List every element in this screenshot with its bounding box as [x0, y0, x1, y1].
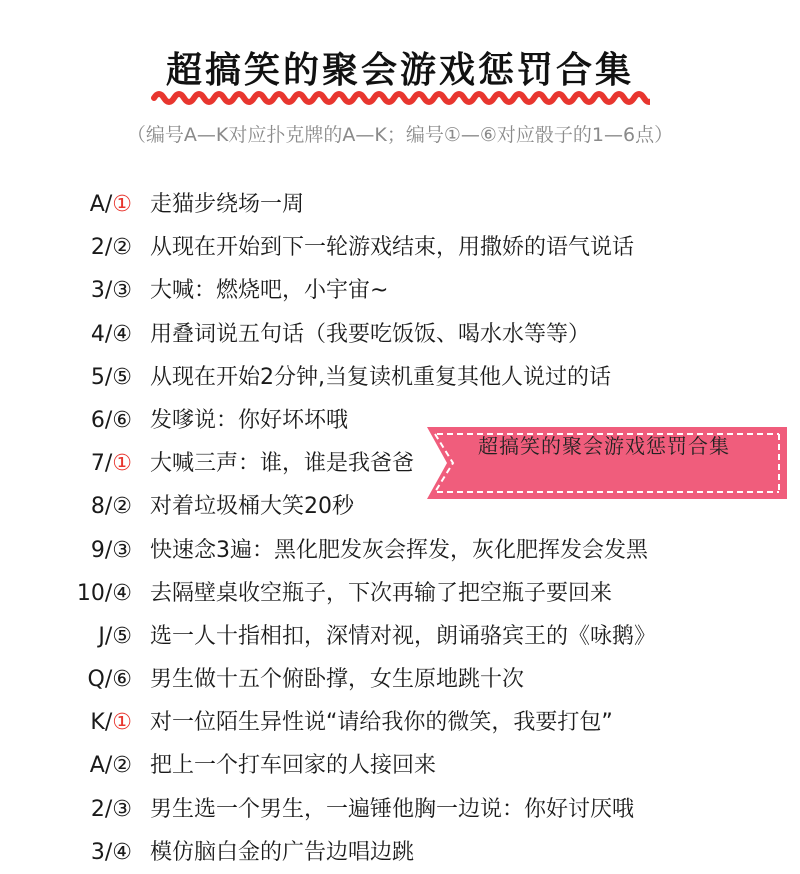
dice-number: ⑥: [112, 667, 132, 693]
list-item: [0, 744, 800, 787]
list-item: [0, 788, 800, 831]
card-number: Q/: [87, 667, 113, 693]
dice-number: ⑤: [112, 364, 132, 390]
list-item: [0, 658, 800, 701]
item-code: [40, 788, 132, 831]
item-code: [40, 615, 132, 658]
item-code: [40, 529, 132, 572]
list-item: [0, 226, 800, 269]
card-number: 5/: [90, 364, 113, 390]
dice-number: ③: [112, 796, 132, 822]
dice-number: ②: [112, 753, 132, 779]
item-code: [40, 744, 132, 787]
card-number: 4/: [90, 321, 113, 347]
item-code: [40, 442, 132, 485]
punishment-list: [0, 183, 800, 874]
dice-number: ②: [112, 235, 132, 261]
dice-number: ④: [112, 839, 132, 865]
dice-number: ④: [112, 321, 132, 347]
list-item: [0, 572, 800, 615]
punishment-text: 大喊：燃烧吧，小宇宙~: [150, 278, 389, 304]
punishment-text: 选一人十指相扣，深情对视，朗诵骆宾王的《咏鹅》: [150, 623, 657, 649]
item-code: [40, 572, 132, 615]
item-code: [40, 658, 132, 701]
item-code: [40, 313, 132, 356]
dice-number: ⑤: [112, 623, 132, 649]
item-code: [40, 183, 132, 226]
subtitle: （编号A—K对应扑克牌的A—K；编号①—⑥对应骰子的1—6点）: [126, 124, 674, 146]
item-code: [40, 701, 132, 744]
title-underline-wave: [150, 86, 650, 110]
card-number: 6/: [90, 407, 113, 433]
punishment-text: 模仿脑白金的广告边唱边跳: [150, 839, 415, 865]
card-number: 2/: [90, 235, 113, 261]
dice-number: ②: [112, 494, 132, 520]
item-code: [40, 226, 132, 269]
card-number: J/: [98, 623, 113, 649]
punishment-text: 从现在开始到下一轮游戏结束，用撒娇的语气说话: [150, 235, 635, 261]
dice-number: ③: [112, 537, 132, 563]
card-number: 2/: [90, 796, 113, 822]
punishment-text: 对一位陌生异性说“请给我你的微笑，我要打包”: [150, 710, 613, 736]
card-number: 10/: [76, 580, 113, 606]
card-number: 8/: [90, 494, 113, 520]
list-item: [0, 701, 800, 744]
punishment-text: 男生选一个男生，一遍锤他胸一边说：你好讨厌哦: [150, 796, 635, 822]
page-title: 超搞笑的聚会游戏惩罚合集: [165, 50, 634, 91]
item-code: [40, 831, 132, 874]
dice-number: ④: [112, 580, 132, 606]
item-code: [40, 356, 132, 399]
card-number: 9/: [90, 537, 113, 563]
list-item: [0, 183, 800, 226]
list-item: [0, 615, 800, 658]
dice-number: ⑥: [112, 407, 132, 433]
card-number: 3/: [90, 839, 113, 865]
card-number: K/: [90, 710, 113, 736]
punishment-text: 快速念3遍：黑化肥发灰会挥发，灰化肥挥发会发黑: [150, 537, 648, 563]
list-item: [0, 529, 800, 572]
punishment-text: 对着垃圾桶大笑20秒: [150, 494, 354, 520]
dice-number: ①: [112, 710, 132, 736]
punishment-text: 大喊三声：谁，谁是我爸爸: [150, 451, 415, 477]
list-item: [0, 831, 800, 874]
punishment-text: 走猫步绕场一周: [150, 192, 305, 217]
dice-number: ①: [112, 192, 132, 217]
punishment-text: 男生做十五个俯卧撑，女生原地跳十次: [150, 667, 525, 693]
item-code: [40, 485, 132, 528]
item-code: [40, 399, 132, 442]
list-item: [0, 313, 800, 356]
punishment-text: 把上一个打车回家的人接回来: [150, 753, 437, 779]
dice-number: ①: [112, 451, 132, 477]
card-number: A/: [89, 753, 113, 779]
card-number: 7/: [90, 451, 113, 477]
banner-text: 超搞笑的聚会游戏惩罚合集: [478, 434, 730, 458]
punishment-text: 用叠词说五句话（我要吃饭饭、喝水水等等）: [150, 321, 591, 347]
list-item: [0, 269, 800, 312]
card-number: 3/: [90, 278, 113, 304]
punishment-text: 从现在开始2分钟,当复读机重复其他人说过的话: [150, 364, 611, 390]
card-number: A/: [89, 192, 113, 217]
list-item: [0, 356, 800, 399]
punishment-text: 去隔壁桌收空瓶子，下次再输了把空瓶子要回来: [150, 580, 613, 606]
dice-number: ③: [112, 278, 132, 304]
item-code: [40, 269, 132, 312]
punishment-text: 发嗲说：你好坏坏哦: [150, 407, 349, 433]
